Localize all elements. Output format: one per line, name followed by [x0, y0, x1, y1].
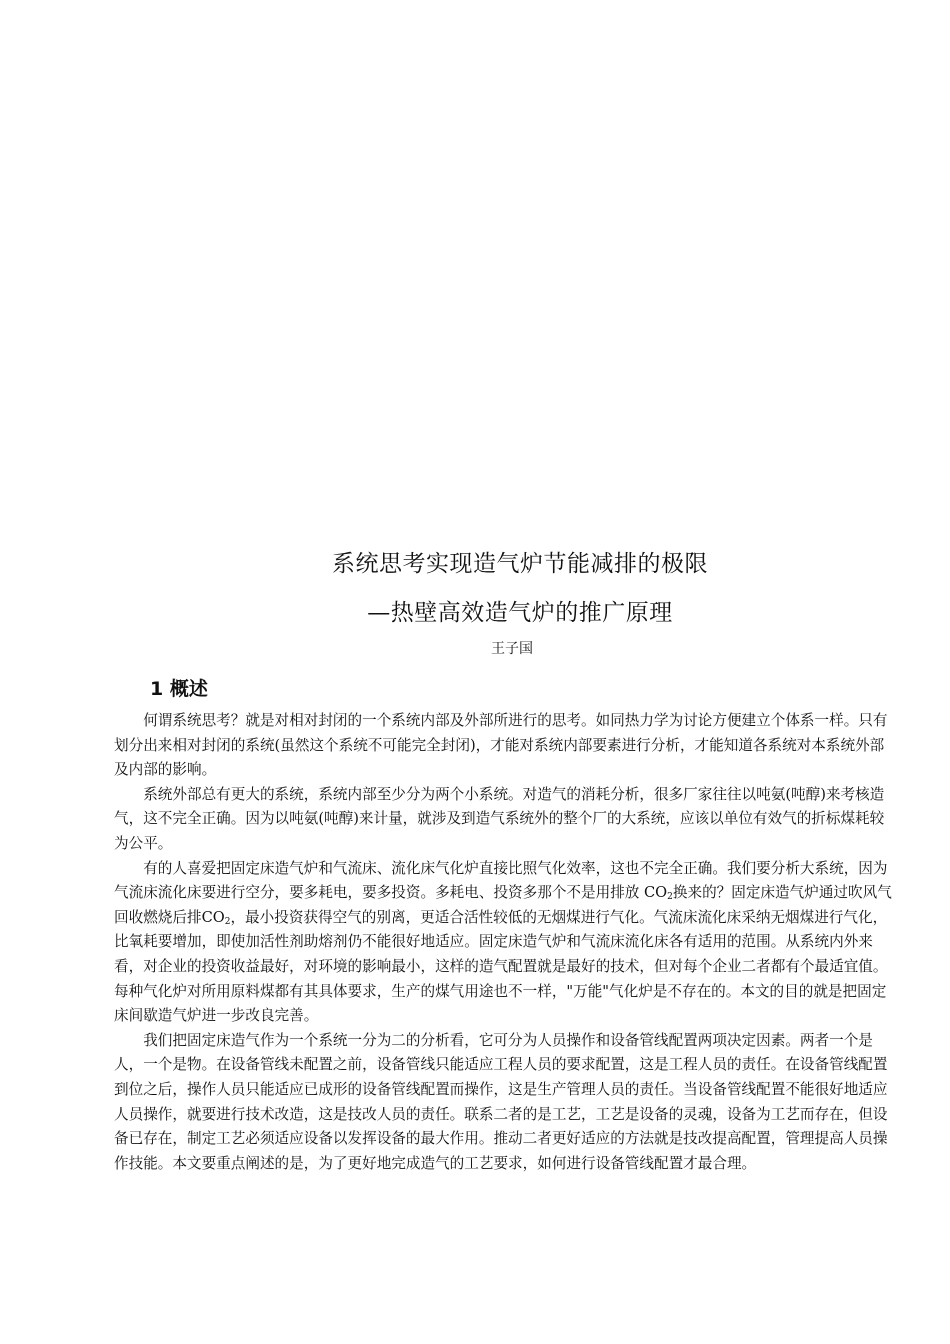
paragraph-3-part-c: ，最小投资获得空气的别离，更适合活性较低的无烟煤进行气化。气流床流化床采纳无烟煤进行气化，比氧耗要增加，即使加活性剂助熔剂仍不能很好地适应。固定床造气炉和气流床流化床各有适用的范围。从系统内外来看，对企业的投资收益最好，对环境的影响最小，这样的造气配置就是最好的技术，但对每个企业二者都有个最适宜值。每种气化炉对所用原料煤都有其具体要求，生产的煤气用途也不一样，"万能"气化炉是不存在的。本文的目的就是把固定床间歇造气炉进一步改良完善。	[114, 908, 888, 1025]
paragraph-4: 我们把固定床造气作为一个系统一分为二的分析看，它可分为人员操作和设备管线配置两项决定因素。两者一个是人，一个是物。在设备管线未配置之前，设备管线只能适应工程人员的要求配置，这是工程人员的责任。在设备管线配置到位之后，操作人员只能适应已成形的设备管线配置而操作，这是生产管理人员的责任。当设备管线配置不能很好地适应人员操作，就要进行技术改造，这是技改人员的责任。联系二者的是工艺，工艺是设备的灵魂，设备为工艺而存在，但设备已存在，制定工艺必须适应设备以发挥设备的最大作用。推动二者更好适应的方法就是技改提高配置，管理提高人员操作技能。本文要重点阐述的是，为了更好地完成造气的工艺要求，如何进行设备管线配置才最合理。	[114, 1031, 888, 1172]
paragraph-2: 系统外部总有更大的系统，系统内部至少分为两个小系统。对造气的消耗分析，很多厂家往往以吨氨(吨醇)来考核造气，这不完全正确。因为以吨氨(吨醇)来计量，就涉及到造气系统外的整个厂的大系统，应该以单位有效气的折标煤耗较为公平。	[114, 785, 885, 852]
subscript-2: 2	[667, 892, 673, 903]
document-title: 系统思考实现造气炉节能减排的极限	[332, 551, 708, 577]
paragraph-1: 何谓系统思考？就是对相对封闭的一个系统内部及外部所进行的思考。如同热力学为讨论方便建立个体系一样。只有划分出来相对封闭的系统(虽然这个系统不可能完全封闭)，才能对系统内部要素进行分析，才能知道各系统对本系统外部及内部的影响。	[114, 712, 888, 779]
document-subtitle: —热壁高效造气炉的推广原理	[367, 600, 673, 626]
paragraph-3-part-a: 有的人喜爱把固定床造气炉和气流床、流化床气化炉直接比照气化效率，这也不完全正确。我们要分析大系统，因为气流床流化床要进行空分，要多耗电，要多投资。多耗电、投资多那个不是用排放 CO	[114, 859, 888, 902]
paragraph-3-part-b: 换来的？固定床造气炉通过吹风气回收燃烧后排CO	[114, 884, 892, 926]
paragraph-3	[114, 857, 894, 1029]
section-heading: 1 概述	[150, 678, 208, 700]
subscript-2: 2	[224, 916, 231, 927]
body-text	[114, 709, 894, 1176]
author-name: 王子国	[491, 641, 533, 657]
